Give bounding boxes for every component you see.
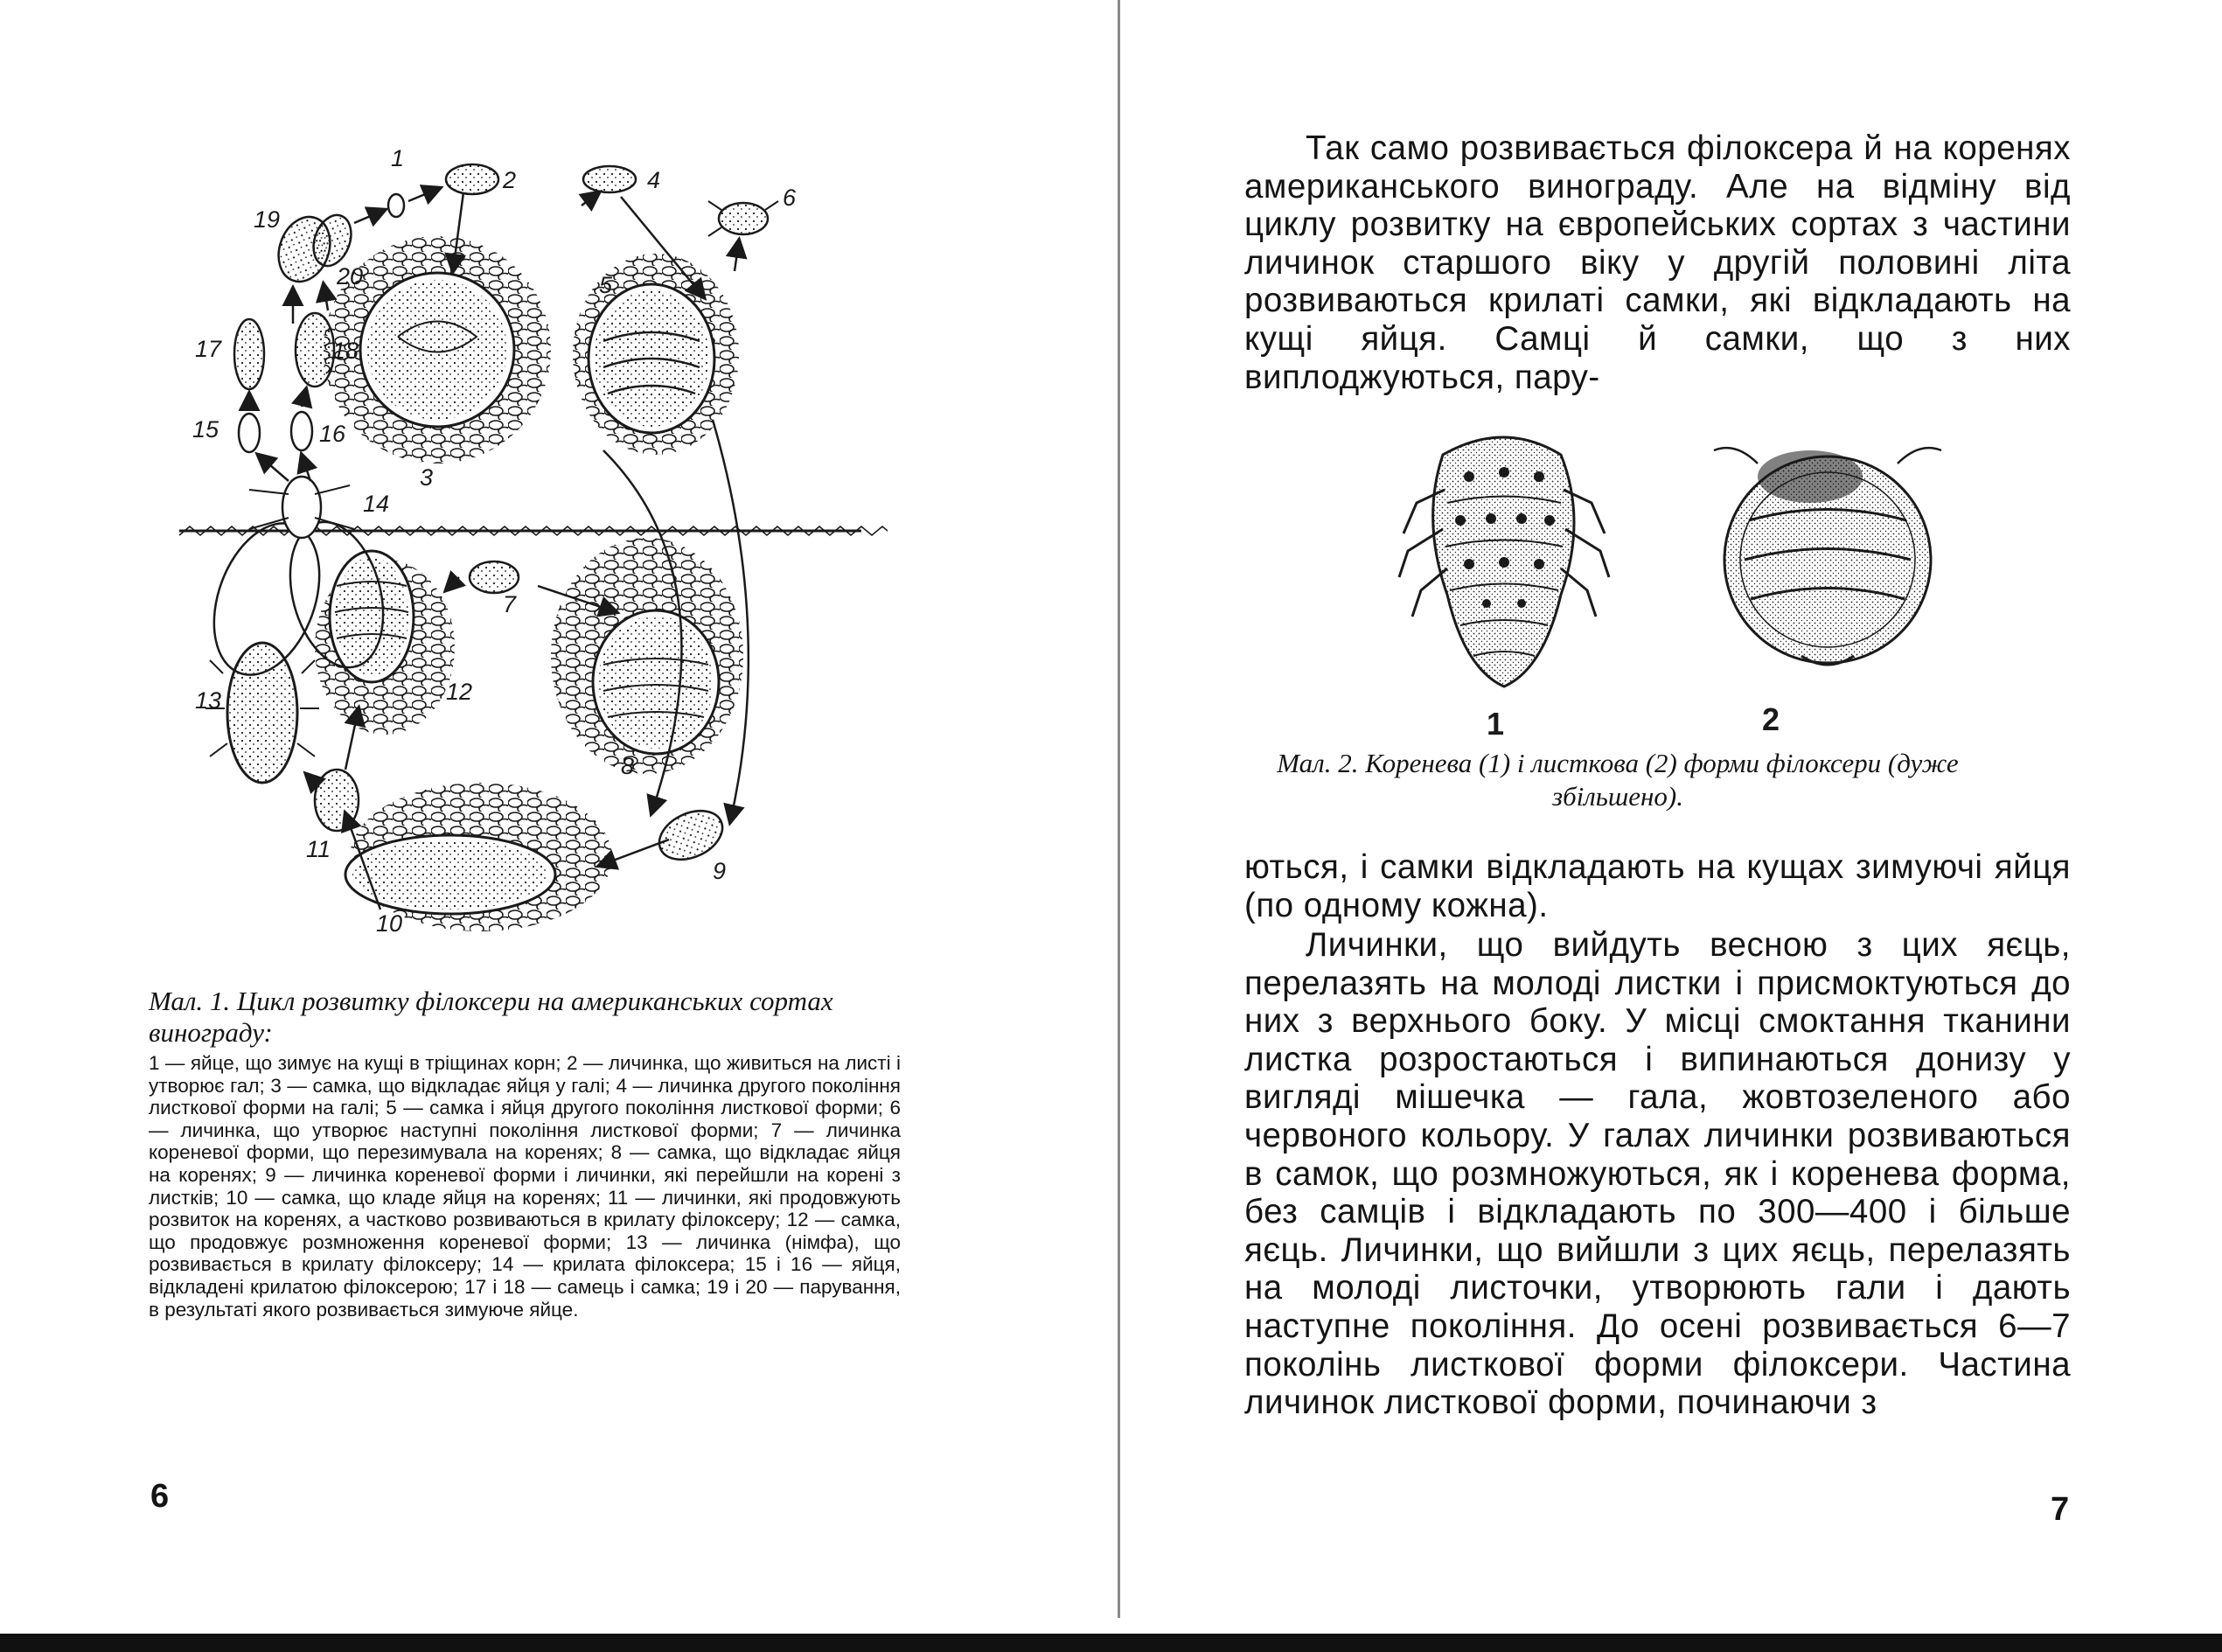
egg-15 [239,414,260,452]
label-10: 10 [376,910,403,937]
figure-1-caption-body: 1 — яйце, що зимує на кущі в тріщинах корн; 2 — личинка, що живиться на листі і утворює гал; 3 — самка, що відкладає яйця у галі; 4 — личинка другого покоління листкової форми на галі; 5 — самка і яйця другого покоління листкової форми; 6 — личинка, що утворює наступні покоління листкової форми; 7 — личинка кореневої форми, що перезимувала на коренях; 8 — самка, що відкладає яйця на коренях; 9 — личинка кореневої форми і личинки, які перейшли на корені з листків; 10 — самка, що кладе яйця на коренях; 11 — личинки, які продовжують розвиток на коренях, а частково розвиваються в крилату філоксеру; 12 — самка, що продовжує розмноження кореневої форми; 13 — личинка (німфа), що розвивається в крилату філоксеру; 14 — крилата філоксера; 15 і 16 — яйця, відкладені крилатою філоксерою; 17 і 18 — самець і самка; 19 і 20 — парування, в результаті якого розвивається зимуюче яйце. [149,1052,901,1321]
label-1: 1 [391,145,405,171]
figure-2-label-2: 2 [1762,701,1780,737]
label-4: 4 [647,167,661,193]
label-17: 17 [195,336,222,362]
root-and-leaf-forms-figure [1347,407,2011,739]
larva-2 [446,164,498,194]
root-female-12 [315,551,455,735]
figure-2-caption: Мал. 2. Коренева (1) і листкова (2) форми філоксери (дуже збільшено). [1277,748,1959,812]
label-11: 11 [306,836,331,862]
larva-4 [583,166,636,192]
root-and-leaf-forms-drawing [1347,407,2011,739]
label-2: 2 [503,167,517,193]
label-16: 16 [319,421,346,447]
scan-bottom-edge [0,1634,2222,1652]
phylloxera-life-cycle-figure [162,140,888,953]
life-cycle-drawing [162,140,888,953]
egg-16 [291,412,312,450]
page-number-right: 7 [2051,1491,2070,1528]
label-18: 18 [332,338,359,364]
label-8: 8 [621,753,635,779]
egg-1 [388,194,404,217]
page-number-left: 6 [150,1478,170,1515]
root-female-10 [345,783,612,931]
figure-1-caption-title: Мал. 1. Цикл розвитку філоксери на американських сортах винограду: [149,986,833,1048]
root-form-insect [1399,437,1609,687]
label-20: 20 [337,263,364,289]
label-7: 7 [503,591,517,617]
label-12: 12 [446,679,473,705]
paragraph-3: Личинки, що вийдуть весною з цих яєць, перелазять на молоді листки і присмоктуються до них з верхнього боку. У місці смоктання тканини листка розростаються і випинаються донизу у вигляді мішечка — гала, жовтозеленого або червоного кольору. У галах личинки розвиваються в самок, що розмножуються, як і коренева форма, без самців і відкладають по 300—400 і більше яєць. Личинки, що вийшли з цих яєць, перелазять на молоді листочки, утворюють гали і дають наступне покоління. До осені розвивається 6—7 поколінь листкової форми філоксери. Частина личинок листкової форми, починаючи з [1244,926,2071,1422]
paragraph-1: Так само розвивається філоксера й на коренях американського винограду. Але на відміну від циклу розвитку на європейських сортах з частини личинок старшого віку у другій половині літа розвиваються крилаті самки, які відкладають на кущі яйця. Самці й самки, що з них виплоджуються, пару- [1244,129,2071,396]
nymph-13 [205,643,319,783]
soil-line [179,526,888,535]
label-9: 9 [713,858,727,884]
figure-2-label-1: 1 [1487,706,1505,739]
paragraph-2: ються, і самки відкладають на кущах зимуючі яйця (по одному кожна). [1244,848,2071,924]
leaf-form-insect [1714,448,1941,665]
root-female-8 [551,538,743,774]
larva-6 [708,201,778,236]
female-18 [296,313,334,387]
label-15: 15 [192,416,219,443]
label-13: 13 [195,687,222,714]
larva-11 [315,770,359,831]
label-5: 5 [599,272,613,298]
label-6: 6 [783,185,797,211]
label-3: 3 [420,464,434,491]
larva-7 [470,561,519,593]
label-14: 14 [363,491,390,517]
label-19: 19 [254,206,281,233]
male-17 [234,319,264,389]
